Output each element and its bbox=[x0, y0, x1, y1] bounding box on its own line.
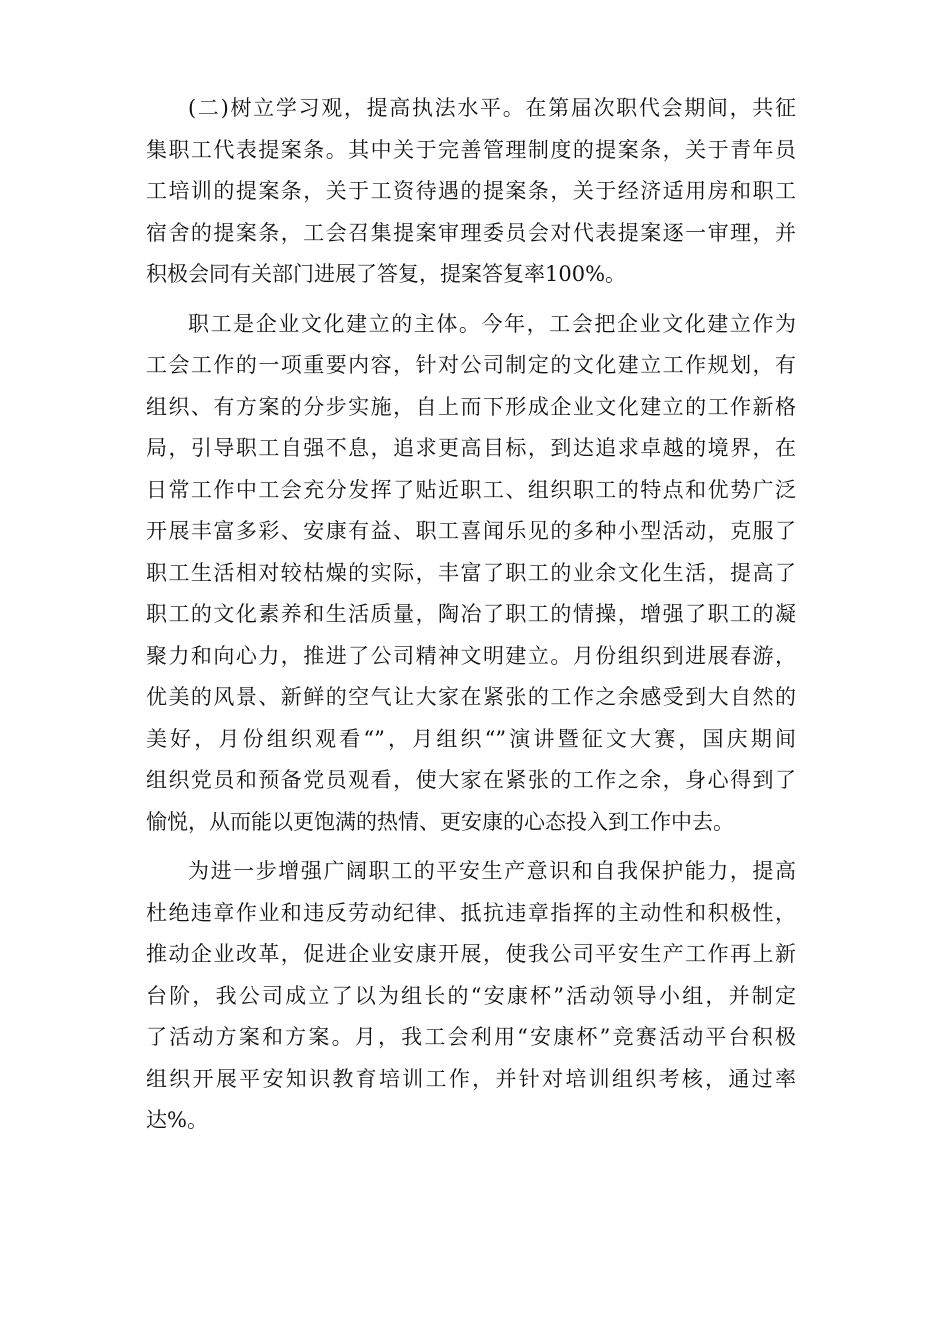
paragraph-line: 愉悦，从而能以更饱满的热情、更安康的心态投入到工作中去。 bbox=[146, 809, 734, 834]
paragraph-line: (二)树立学习观，提高执法水平。在第届次职代会期间，共征 bbox=[188, 96, 796, 120]
paragraph-line: 职工是企业文化建立的主体。今年，工会把企业文化建立作为 bbox=[188, 311, 796, 336]
paragraph-line: 积极会同有关部门进展了答复，提案答复率100%。 bbox=[146, 262, 627, 286]
paragraph-line: 组织、有方案的分步实施，自上而下形成企业文化建立的工作新格 bbox=[146, 394, 796, 419]
paragraph-line: 美好，月份组织观看“”，月组织“”演讲暨征文大赛，国庆期间 bbox=[146, 726, 796, 751]
paragraph-line: 为进一步增强广阔职工的平安生产意识和自我保护能力，提高 bbox=[188, 859, 796, 883]
paragraph-line: 了活动方案和方案。月，我工会利用“安康杯”竞赛活动平台积极 bbox=[146, 1025, 796, 1049]
paragraph-line: 达%。 bbox=[146, 1108, 208, 1132]
paragraph-line: 组织开展平安知识教育培训工作，并针对培训组织考核，通过率 bbox=[146, 1066, 796, 1091]
paragraph-line: 组织党员和预备党员观看，使大家在紧张的工作之余，身心得到了 bbox=[146, 768, 796, 792]
paragraph-line: 台阶，我公司成立了以为组长的“安康杯”活动领导小组，并制定 bbox=[146, 983, 796, 1008]
paragraph-line: 开展丰富多彩、安康有益、职工喜闻乐见的多种小型活动，克服了 bbox=[146, 519, 796, 543]
paragraph-line: 杜绝违章作业和违反劳动纪律、抵抗违章指挥的主动性和积极性， bbox=[146, 900, 796, 925]
paragraph-1 bbox=[146, 88, 796, 296]
paragraph-line: 聚力和向心力，推进了公司精神文明建立。月份组织到进展春游， bbox=[146, 643, 796, 668]
paragraph-line: 职工生活相对较枯燥的实际，丰富了职工的业余文化生活，提高了 bbox=[146, 560, 796, 585]
paragraph-line: 局，引导职工自强不息，追求更高目标，到达追求卓越的境界，在 bbox=[146, 436, 796, 460]
paragraph-2 bbox=[146, 304, 796, 844]
paragraph-line: 工培训的提案条，关于工资待遇的提案条，关于经济适用房和职工 bbox=[146, 179, 796, 203]
document-body bbox=[146, 88, 796, 1142]
paragraph-line: 职工的文化素养和生活质量，陶冶了职工的情操，增强了职工的凝 bbox=[146, 602, 796, 626]
paragraph-line: 集职工代表提案条。其中关于完善管理制度的提案条，关于青年员 bbox=[146, 137, 796, 162]
paragraph-line: 日常工作中工会充分发挥了贴近职工、组织职工的特点和优势广泛 bbox=[146, 477, 796, 502]
paragraph-line: 推动企业改革，促进企业安康开展，使我公司平安生产工作再上新 bbox=[146, 942, 796, 966]
paragraph-line: 优美的风景、新鲜的空气让大家在紧张的工作之余感受到大自然的 bbox=[146, 685, 796, 709]
paragraph-3 bbox=[146, 851, 796, 1142]
paragraph-line: 工会工作的一项重要内容，针对公司制定的文化建立工作规划，有 bbox=[146, 353, 796, 377]
paragraph-line: 宿舍的提案条，工会召集提案审理委员会对代表提案逐一审理，并 bbox=[146, 220, 796, 245]
